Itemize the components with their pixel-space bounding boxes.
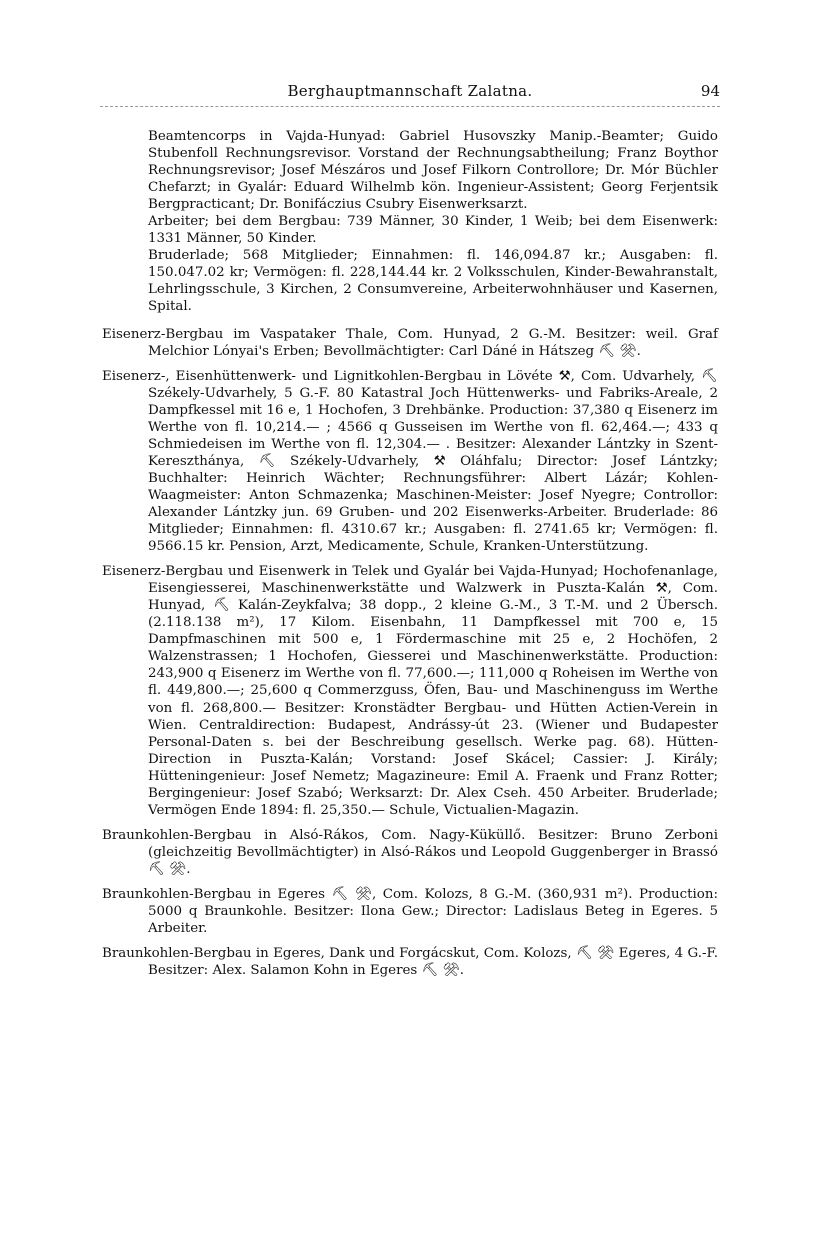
entry-egeres-dank: Braunkohlen-Bergbau in Egeres, Dank und Forgácskut, Com. Kolozs, ⛏ ⚒ Egeres, 4 G.-F. Besitzer: Alex. Salamon Kohn in Egeres ⛏ ⚒. bbox=[102, 946, 718, 979]
page-body bbox=[102, 128, 718, 979]
entry-egeres: Braunkohlen-Bergbau in Egeres ⛏ ⚒, Com. Kolozs, 8 G.-M. (360,931 m²). Production: 5000 q Braunkohle. Besitzer: Ilona Gew.; Director: Ladislaus Beteg in Egeres. 5 Arbeiter. bbox=[102, 886, 718, 937]
entry-also-rakos: Braunkohlen-Bergbau in Alsó-Rákos, Com. Nagy-Küküllő. Besitzer: Bruno Zerboni (gleichzeitig Bevollmächtigter) in Alsó-Rákos und Leopold Guggenberger in Brassó ⛏ ⚒. bbox=[102, 827, 718, 877]
entry-vaspatak: Eisenerz-Bergbau im Vaspataker Thale, Com. Hunyad, 2 G.-M. Besitzer: weil. Graf Melchior Lónyai's Erben; Bevollmächtigter: Carl Dáné in Hátszeg ⛏ ⚒. bbox=[102, 326, 718, 359]
entry-telek-gyalar: Eisenerz-Bergbau und Eisenwerk in Telek und Gyalár bei Vajda-Hunyad; Hochofenanlage, Eisengiesserei, Maschinenwerkstätte und Walzwerk in Puszta-Kalán ⚒, Com. Hunyad, ⛏ Kalán-Zeykfalva; 38 dopp., 2 kleine G.-M., 3 T.-M. und 2 Übersch. (2.118.138 m²), 17 Kilom. Eisenbahn, 11 Dampfkessel mit 700 e, 15 Dampfmaschinen mit 500 e, 1 Fördermaschine mit 25 e, 2 Hochöfen, 2 Walzenstrassen; 1 Hochofen, Giesserei und Maschinenwerkstätte. Production: 243,900 q Eisenerz im Werthe von fl. 77,600.—; 111,000 q Roheisen im Werthe von fl. 449,800.—; 25,600 q Commerzguss, Öfen, Bau- und Maschinenguss im Werthe von fl. 268,800.— Besitzer: Kronstädter Bergbau- und Hütten Actien-Verein in Wien. Centraldirection: Budapest, Andrássy-út 23. (Wiener und Budapester Personal-Daten s. bei der Beschreibung gesellsch. Werke pag. 68). Hütten-Direction in Puszta-Kalán; Vorstand: Josef Skácel; Cassier: J. Király; Hütteningenieur: Josef Nemetz; Magazineure: Emil A. Fraenk und Franz Rotter; Bergingenieur: Josef Szabó; Werksarzt: Dr. Alex Cseh. 450 Arbeiter. Bruderlade; Vermögen Ende 1894: fl. 25,350.— Schule, Victualien-Magazin. bbox=[102, 564, 718, 818]
page-number: 94 bbox=[700, 82, 720, 100]
running-header bbox=[100, 82, 720, 108]
staff-paragraph: Beamtencorps in Vajda-Hunyad: Gabriel Husovszky Manip.-Beamter; Guido Stubenfoll Rechnungsrevisor. Vorstand der Rechnungsabtheilung; Franz Boythor Rechnungsrevisor; Josef Mészáros und Josef Filkorn Controllore; Dr. Mór Büchler Chefarzt; in Gyalár: Eduard Wilhelmb kön. Ingenieur-Assistent; Georg Ferjentsik Bergpracticant; Dr. Bonifáczius Csubry Eisenwerksarzt. bbox=[148, 129, 718, 213]
header-rule bbox=[100, 106, 720, 107]
bruderlade-paragraph: Bruderlade; 568 Mitglieder; Einnahmen: fl. 146,094.87 kr.; Ausgaben: fl. 150.047.02 kr; Vermögen: fl. 228,144.44 kr. 2 Volksschulen, Kinder-Bewahranstalt, Lehrlingsschule, 3 Kirchen, 2 Consumvereine, Arbeiterwohnhäuser und Kasernen, Spital. bbox=[148, 248, 718, 315]
header-title: Berghauptmannschaft Zalatna. bbox=[287, 82, 533, 100]
workers-paragraph: Arbeiter; bei dem Bergbau: 739 Männer, 30 Kinder, 1 Weib; bei dem Eisenwerk: 1331 Männer, 50 Kinder. bbox=[148, 214, 718, 247]
entry-loevete: Eisenerz-, Eisenhüttenwerk- und Lignitkohlen-Bergbau in Lövéte ⚒, Com. Udvarhely, ⛏ Székely-Udvarhely, 5 G.-F. 80 Katastral Joch Hüttenwerks- und Fabriks-Areale, 2 Dampfkessel mit 16 e, 1 Hochofen, 3 Drehbänke. Production: 37,380 q Eisenerz im Werthe von fl. 10,214.— ; 4566 q Gusseisen im Werthe von fl. 62,464.—; 433 q Schmiedeisen im Werthe von fl. 12,304.— . Besitzer: Alexander Lántzky in Szent-Kereszthánya, ⛏ Székely-Udvarhely, ⚒ Oláhfalu; Director: Josef Lántzky; Buchhalter: Heinrich Wächter; Rechnungsführer: Albert Lázár; Kohlen-Waagmeister: Anton Schmazenka; Maschinen-Meister: Josef Nyegre; Controllor: Alexander Lántzky jun. 69 Gruben- und 202 Eisenwerks-Arbeiter. Bruderlade: 86 Mitglieder; Einnahmen: fl. 4310.67 kr.; Ausgaben: fl. 2741.65 kr; Vermögen: fl. 9566.15 kr. Pension, Arzt, Medicamente, Schule, Kranken-Unterstützung. bbox=[102, 368, 718, 555]
